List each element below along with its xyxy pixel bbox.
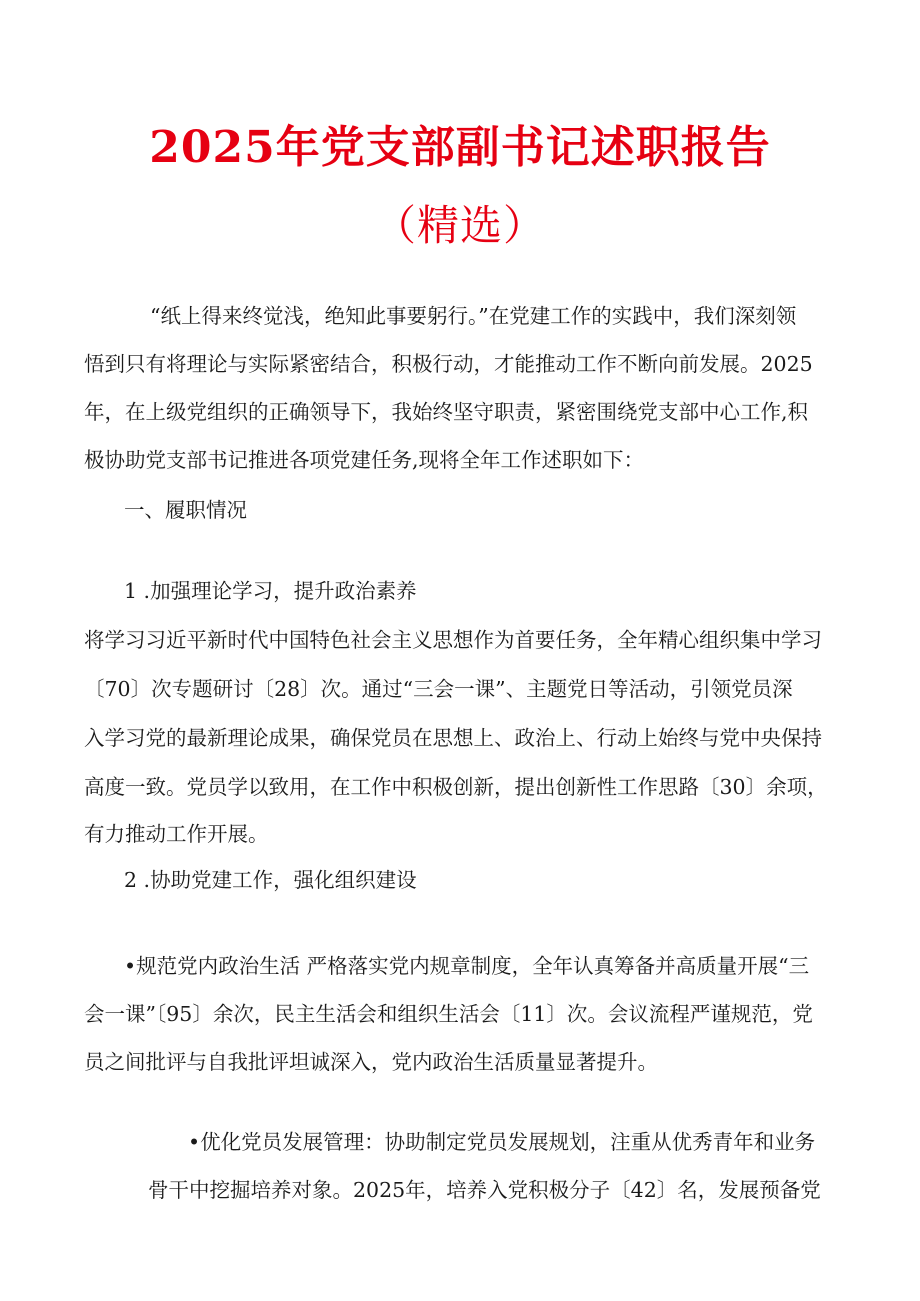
item1-line-1: 将学习习近平新时代中国特色社会主义思想作为首要任务，全年精心组织集中学习 [84, 628, 822, 652]
document-title: 2025年党支部副书记述职报告 [149, 122, 771, 173]
item1-heading: 1 .加强理论学习，提升政治素养 [124, 579, 417, 603]
bullet1-line-2: 会一课”〔95〕余次，民主生活会和组织生活会〔11〕次。会议流程严谨规范，党 [84, 1002, 813, 1026]
intro-line-1: “纸上得来终觉浅，绝知此事要躬行。”在党建工作的实践中，我们深刻领 [150, 304, 797, 328]
intro-line-4: 极协助党支部书记推进各项党建任务,现将全年工作述职如下： [84, 448, 645, 472]
intro-line-3: 年，在上级党组织的正确领导下，我始终坚守职责，紧密围绕党支部中心工作,积 [84, 400, 809, 424]
bullet2-line-2: 骨干中挖掘培养对象。2025年，培养入党积极分子〔42〕名，发展预备党 [148, 1178, 821, 1202]
intro-line-2: 悟到只有将理论与实际紧密结合，积极行动，才能推动工作不断向前发展。2025 [84, 352, 813, 376]
item1-line-5: 有力推动工作开展。 [84, 822, 269, 846]
item1-line-4: 高度一致。党员学以致用，在工作中积极创新，提出创新性工作思路〔30〕余项， [84, 775, 828, 799]
bullet1-line-1: •规范党内政治生活 严格落实党内规章制度，全年认真筹备并高质量开展“三 [124, 954, 810, 978]
item1-line-2: 〔70〕次专题研讨〔28〕次。通过“三会一课”、主题党日等活动，引领党员深 [84, 677, 793, 701]
item2-heading: 2 .协助党建工作，强化组织建设 [124, 868, 417, 892]
bullet2-line-1: •优化党员发展管理：协助制定党员发展规划，注重从优秀青年和业务 [188, 1130, 816, 1154]
bullet1-line-3: 员之间批评与自我批评坦诚深入，党内政治生活质量显著提升。 [84, 1050, 658, 1074]
document-title-subtitle: （精选） [373, 201, 546, 250]
section-heading: 一、履职情况 [124, 498, 247, 522]
item1-line-3: 入学习党的最新理论成果，确保党员在思想上、政治上、行动上始终与党中央保持 [84, 726, 822, 750]
